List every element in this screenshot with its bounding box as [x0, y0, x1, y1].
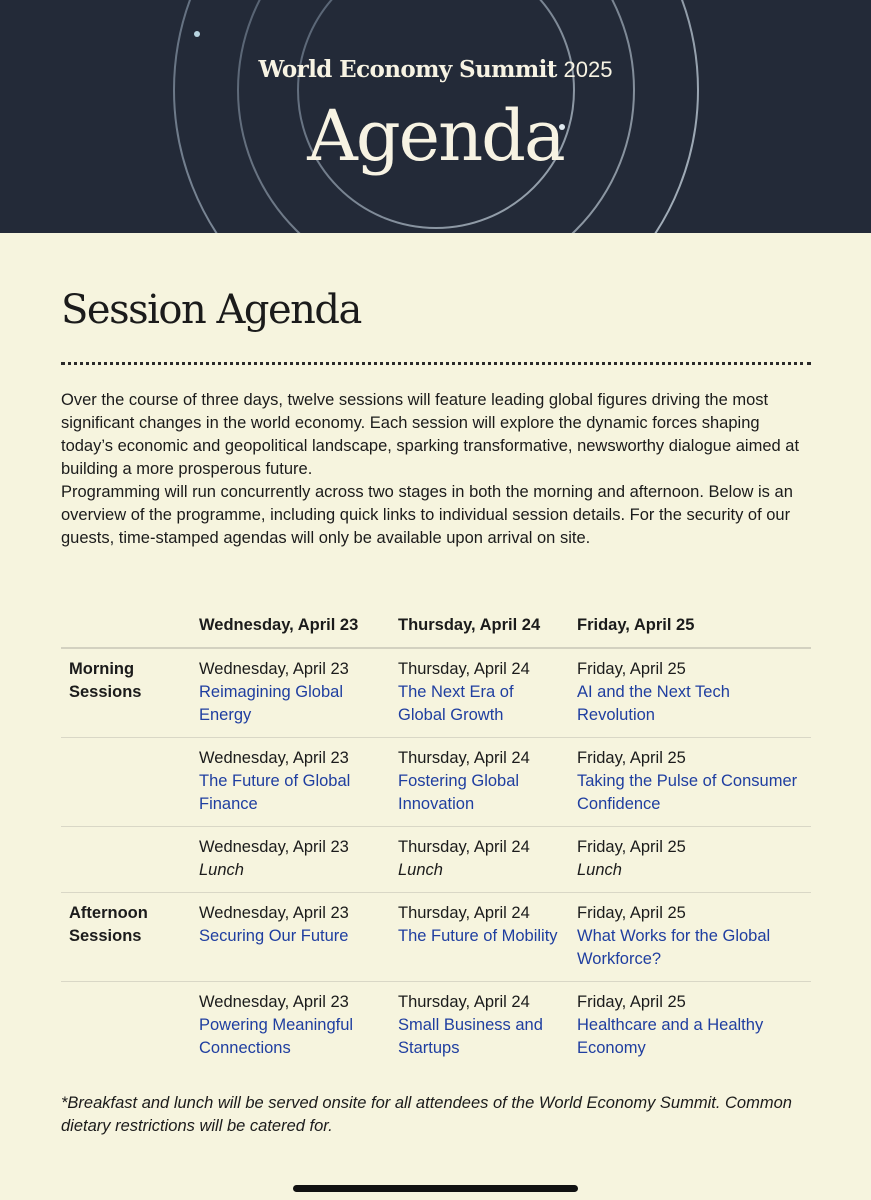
- agenda-cell: [191, 893, 390, 982]
- table-row: [61, 738, 811, 827]
- intro-paragraph-2: Programming will run concurrently across two stages in both the morning and afternoon. Below is an overview of the programme, including quick links to individual session details. For the security of our guests, time-stamped agendas will only be available upon arrival on site.: [61, 483, 793, 547]
- cell-day: Thursday, April 24: [398, 660, 530, 678]
- period-label: [61, 982, 191, 1071]
- header-friday: Friday, April 25: [569, 604, 811, 648]
- session-link[interactable]: The Future of Mobility: [398, 927, 558, 945]
- home-indicator-bar[interactable]: [293, 1185, 578, 1192]
- session-link[interactable]: The Future of Global Finance: [199, 772, 351, 813]
- session-link[interactable]: Taking the Pulse of Consumer Confidence: [577, 772, 798, 813]
- event-year: 2025: [563, 57, 613, 82]
- table-row: [61, 982, 811, 1071]
- cell-day: Friday, April 25: [577, 660, 686, 678]
- header-thursday: Thursday, April 24: [390, 604, 569, 648]
- cell-day: Wednesday, April 23: [199, 904, 349, 922]
- cell-day: Thursday, April 24: [398, 993, 530, 1011]
- lunch-label: Lunch: [398, 861, 443, 879]
- agenda-cell: [569, 738, 811, 827]
- agenda-cell: [569, 982, 811, 1071]
- intro-paragraph-1: Over the course of three days, twelve sessions will feature leading global figures driving the most significant changes in the world economy. Each session will explore the dynamic forces shaping today’s economic and geopolitical landscape, sparking transformative, newsworthy dialogue aimed at building a more prosperous future.: [61, 391, 800, 478]
- agenda-cell: [569, 648, 811, 738]
- cell-day: Wednesday, April 23: [199, 749, 349, 767]
- agenda-cell: [390, 982, 569, 1071]
- session-link[interactable]: Securing Our Future: [199, 927, 349, 945]
- agenda-cell: [569, 827, 811, 893]
- session-link[interactable]: Powering Meaningful Connections: [199, 1016, 354, 1057]
- section-title: Session Agenda: [61, 287, 361, 333]
- agenda-cell: [390, 648, 569, 738]
- hero-title: Agenda: [307, 95, 564, 177]
- cell-day: Thursday, April 24: [398, 904, 530, 922]
- header-wednesday: Wednesday, April 23: [191, 604, 390, 648]
- agenda-table: [61, 604, 811, 1070]
- cell-day: Thursday, April 24: [398, 749, 530, 767]
- dotted-divider: [61, 362, 811, 365]
- agenda-cell: [390, 827, 569, 893]
- agenda-cell: [191, 738, 390, 827]
- cell-day: Thursday, April 24: [398, 838, 530, 856]
- cell-day: Wednesday, April 23: [199, 993, 349, 1011]
- event-name: [0, 56, 871, 84]
- session-link[interactable]: Small Business and Startups: [398, 1016, 543, 1057]
- table-row: [61, 827, 811, 893]
- lunch-label: Lunch: [577, 861, 622, 879]
- agenda-cell: [191, 982, 390, 1071]
- session-link[interactable]: What Works for the Global Workforce?: [577, 927, 771, 968]
- agenda-cell: [390, 893, 569, 982]
- period-label: [61, 738, 191, 827]
- lunch-label: Lunch: [199, 861, 244, 879]
- session-link[interactable]: The Next Era of Global Growth: [398, 683, 514, 724]
- hero-banner: [0, 0, 871, 233]
- session-link[interactable]: Fostering Global Innovation: [398, 772, 520, 813]
- cell-day: Friday, April 25: [577, 749, 686, 767]
- period-label: [61, 827, 191, 893]
- agenda-cell: [569, 893, 811, 982]
- session-link[interactable]: Reimagining Global Energy: [199, 683, 343, 724]
- catering-footnote: *Breakfast and lunch will be served onsite for all attendees of the World Economy Summit. Common dietary restrictions will be catered for.: [61, 1094, 792, 1135]
- table-header-row: [61, 604, 811, 648]
- cell-day: Friday, April 25: [577, 904, 686, 922]
- session-link[interactable]: Healthcare and a Healthy Economy: [577, 1016, 764, 1057]
- header-blank: [61, 604, 191, 648]
- main-content: [61, 284, 811, 550]
- session-link[interactable]: AI and the Next Tech Revolution: [577, 683, 730, 724]
- table-row: [61, 648, 811, 738]
- agenda-cell: [191, 648, 390, 738]
- intro-text: [61, 389, 811, 550]
- cell-day: Wednesday, April 23: [199, 660, 349, 678]
- period-label: Afternoon Sessions: [61, 893, 191, 982]
- cell-day: Friday, April 25: [577, 993, 686, 1011]
- event-name-text: World Economy Summit: [258, 56, 557, 83]
- period-label: Morning Sessions: [61, 648, 191, 738]
- agenda-cell: [191, 827, 390, 893]
- cell-day: Wednesday, April 23: [199, 838, 349, 856]
- table-row: [61, 893, 811, 982]
- agenda-cell: [390, 738, 569, 827]
- cell-day: Friday, April 25: [577, 838, 686, 856]
